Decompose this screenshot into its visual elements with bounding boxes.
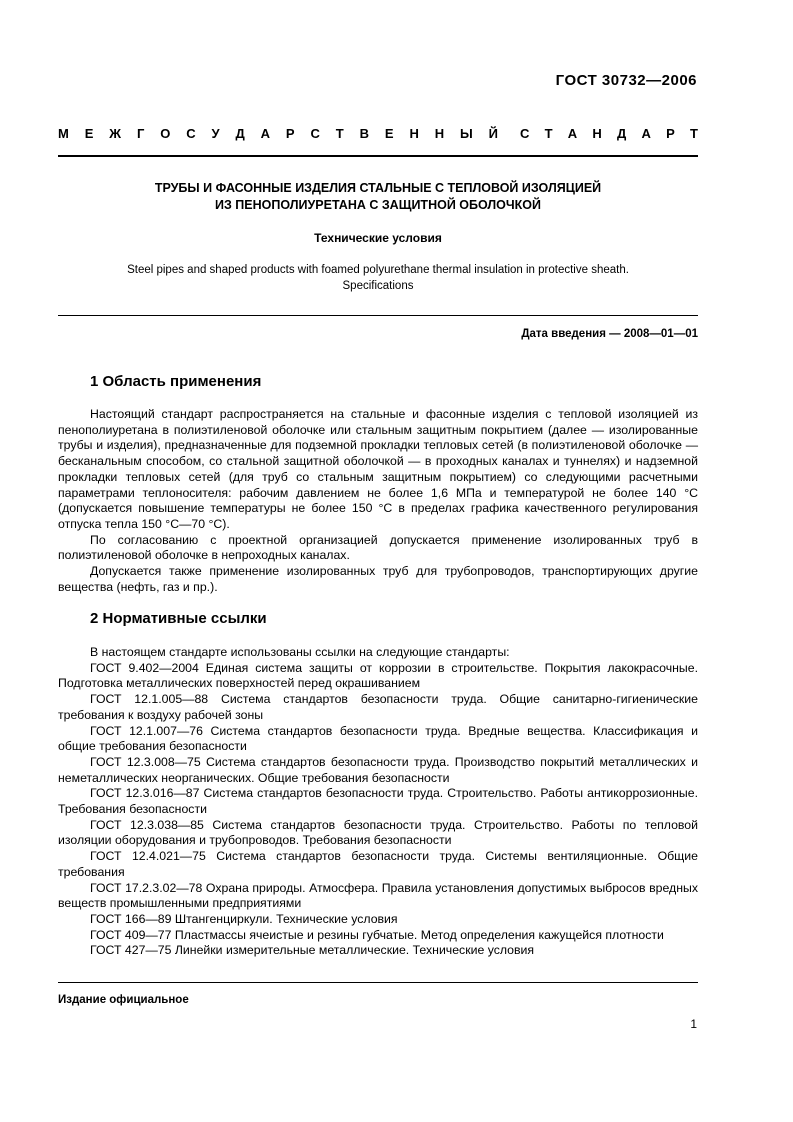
reference-item — [58, 724, 698, 755]
paragraph: Допускается также применение изолированных труб для трубопроводов, транспортирующих другие вещества (нефть, газ и пр.). — [58, 564, 698, 594]
reference-code: ГОСТ 12.1.007—76 — [90, 723, 203, 738]
reference-code: ГОСТ 17.2.3.02—78 — [90, 880, 203, 895]
reference-text: Система стандартов безопасности труда. Строительство. Работы антикоррозионные. Требования безопасности — [58, 786, 699, 817]
document-code: ГОСТ 30732—2006 — [555, 72, 697, 89]
reference-code: ГОСТ 12.3.016—87 — [90, 786, 200, 801]
reference-item — [58, 881, 698, 912]
english-title-line-2: Specifications — [342, 280, 414, 292]
normative-references — [58, 645, 698, 959]
reference-text: Охрана природы. Атмосфера. Правила установления допустимых выбросов вредных веществ промышленными предприятиями — [58, 880, 698, 911]
reference-code: ГОСТ 12.4.021—75 — [90, 849, 206, 864]
reference-text: Система стандартов безопасности труда. Общие санитарно-гигиенические требования к воздуху рабочей зоны — [58, 692, 699, 722]
reference-item — [58, 849, 698, 880]
reference-code: ГОСТ 12.3.008—75 — [90, 754, 201, 769]
reference-text: Система стандартов безопасности труда. Производство покрытий металлических и неметаллических неорганических. Общие требования безопасности — [58, 754, 698, 785]
banner-word-1: М Е Ж Г О С У Д А Р С Т В Е Н Н Ы Й — [58, 126, 498, 141]
footer-rule — [58, 982, 698, 983]
page-number: 1 — [690, 1017, 697, 1031]
reference-text: Штангенциркули. Технические условия — [174, 911, 398, 926]
reference-code: ГОСТ 427—75 — [90, 943, 172, 958]
reference-text: Пластмассы ячеистые и резины губчатые. Метод определения кажущейся плотности — [174, 927, 664, 942]
reference-item — [58, 692, 698, 723]
reference-text: Единая система защиты от коррозии в строительстве. Покрытия лакокрасочные. Подготовка металлических поверхностей перед окрашиванием — [58, 660, 699, 691]
reference-text: Система стандартов безопасности труда. Системы вентиляционные. Общие требования — [58, 849, 699, 879]
reference-code: ГОСТ 409—77 — [90, 927, 172, 942]
interstate-standard-banner — [58, 126, 698, 141]
reference-item — [58, 943, 698, 959]
reference-code: ГОСТ 9.402—2004 — [90, 660, 199, 675]
document-subtitle: Технические условия — [314, 231, 442, 245]
section-1-body — [58, 407, 698, 595]
paragraph: Настоящий стандарт распространяется на стальные и фасонные изделия с тепловой изоляцией из пенополиуретана в полиэтиленовой оболочке или стальным защитным покрытием (далее — изолированные трубы и изделия), предназначенные для подземной прокладки тепловых сетей (в полиэтиленовой оболочке — бесканальным способом, со стальной защитной оболочкой — в проходных каналах и туннелях) и надземной прокладки тепловых сетей (для труб со стальным защитным покрытием) со следующими расчетными параметрами теплоносителя: рабочим давлением не более 1,6 МПа и температурой не более 140 °С (допускается повышение температуры не более 150 °С в пределах графика качественного регулирования отпуска тепла 150 °С—70 °С). — [58, 407, 698, 531]
banner-word-2: С Т А Н Д А Р Т — [520, 126, 698, 141]
reference-code: ГОСТ 166—89 — [90, 911, 172, 926]
references-intro: В настоящем стандарте использованы ссылки на следующие стандарты: — [90, 645, 510, 659]
section-1-heading: 1 Область применения — [90, 373, 262, 390]
paragraph: По согласованию с проектной организацией допускается применение изолированных труб в полиэтиленовой оболочке в непроходных каналах. — [58, 532, 698, 563]
reference-item — [58, 661, 698, 692]
reference-item — [58, 928, 698, 944]
title-line-1: ТРУБЫ И ФАСОННЫЕ ИЗДЕЛИЯ СТАЛЬНЫЕ С ТЕПЛОВОЙ ИЗОЛЯЦИЕЙ — [154, 181, 602, 195]
introduction-date: Дата введения — 2008—01—01 — [521, 328, 698, 340]
reference-text: Система стандартов безопасности труда. Строительство. Работы по тепловой изоляции оборудования и трубопроводов. Требования безопасности — [58, 817, 699, 848]
reference-item — [58, 755, 698, 786]
header-rule — [58, 155, 698, 157]
edition-label: Издание официальное — [58, 994, 189, 1006]
reference-text: Линейки измерительные металлические. Технические условия — [174, 943, 535, 958]
english-title-line-1: Steel pipes and shaped products with foamed polyurethane thermal insulation in protective sheath. — [127, 264, 629, 276]
reference-code: ГОСТ 12.1.005—88 — [90, 692, 209, 707]
document-title — [58, 180, 698, 214]
reference-code: ГОСТ 12.3.038—85 — [90, 817, 204, 832]
reference-item — [58, 912, 698, 928]
english-title — [58, 262, 698, 294]
title-line-2: ИЗ ПЕНОПОЛИУРЕТАНА С ЗАЩИТНОЙ ОБОЛОЧКОЙ — [214, 198, 542, 212]
reference-item — [58, 818, 698, 849]
title-rule — [58, 315, 698, 316]
reference-text: Система стандартов безопасности труда. Вредные вещества. Классификация и общие требования безопасности — [58, 723, 698, 754]
reference-item — [58, 786, 698, 817]
section-2-heading: 2 Нормативные ссылки — [90, 610, 267, 627]
